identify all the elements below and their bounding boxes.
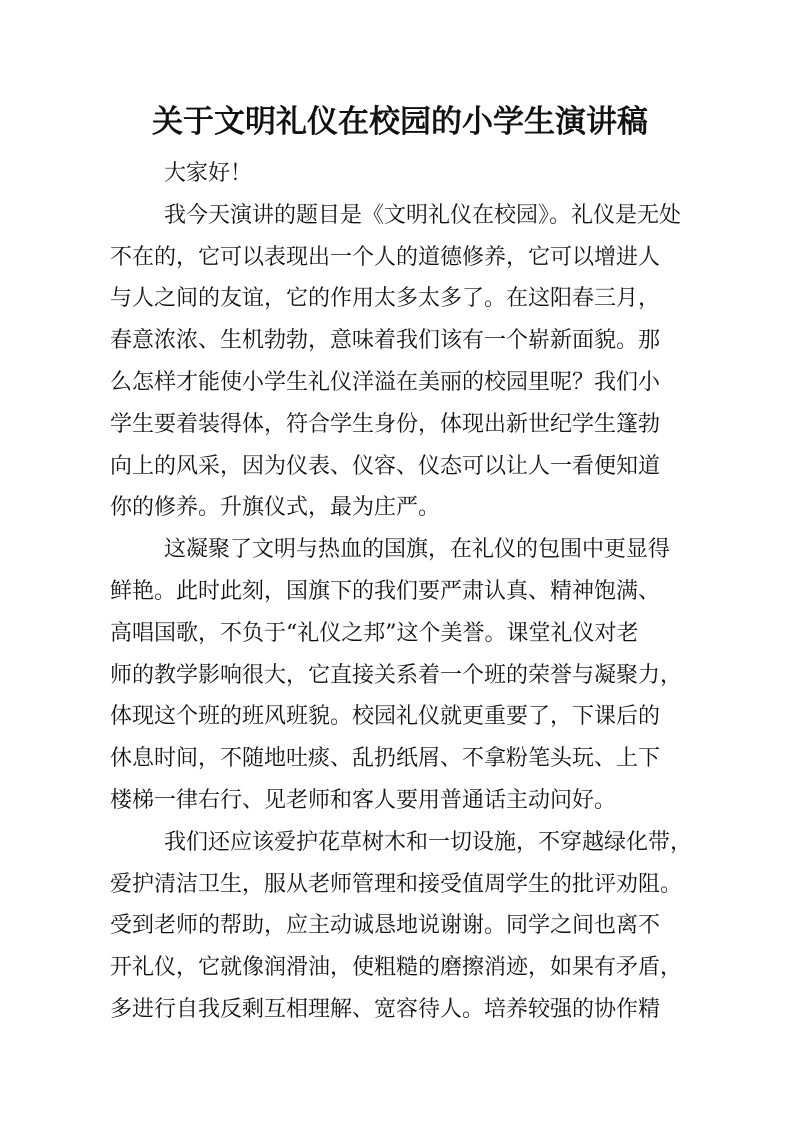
document-body <box>110 153 710 1031</box>
text-line: 你的修养。升旗仪式，最为庄严。 <box>110 495 441 521</box>
text-line: 受到老师的帮助，应主动诚恳地说谢谢。同学之间也离不 <box>110 913 661 939</box>
text-line: 我今天演讲的题目是《文明礼仪在校园》。礼仪是无处 <box>164 202 682 228</box>
text-line: 多进行自我反剩互相理解、宽容待人。培养较强的协作精 <box>110 996 661 1022</box>
text-line: 开礼仪，它就像润滑油，使粗糙的磨擦消迹，如果有矛盾， <box>110 955 683 981</box>
paragraph <box>110 153 710 195</box>
paragraph <box>110 822 710 1031</box>
text-line: 大家好！ <box>164 161 253 186</box>
text-line: 体现这个班的班风班貌。校园礼仪就更重要了，下课后的 <box>110 704 661 730</box>
text-line: 么怎样才能使小学生礼仪洋溢在美丽的校园里呢？我们小 <box>110 369 661 395</box>
text-line: 这凝聚了文明与热血的国旗，在礼仪的包围中更显得 <box>164 537 671 563</box>
text-line: 向上的风采，因为仪表、仪容、仪态可以让人一看便知道 <box>110 453 661 479</box>
text-line: 不在的，它可以表现出一个人的道德修养，它可以增进人 <box>110 244 661 270</box>
text-line: 学生要着装得体，符合学生身份，体现出新世纪学生篷勃 <box>110 411 661 437</box>
document-title: 关于文明礼仪在校园的小学生演讲稿 <box>152 104 648 140</box>
paragraph <box>110 195 710 529</box>
text-line: 休息时间，不随地吐痰、乱扔纸屑、不拿粉笔头玩、上下 <box>110 746 661 772</box>
text-line: 春意浓浓、生机勃勃，意味着我们该有一个崭新面貌。那 <box>110 328 661 354</box>
text-line: 楼梯一律右行、见老师和客人要用普通话主动问好。 <box>110 787 617 813</box>
text-line: 与人之间的友谊，它的作用太多太多了。在这阳春三月， <box>110 286 661 312</box>
paragraph <box>110 529 710 822</box>
text-line: 师的教学影响很大，它直接关系着一个班的荣誉与凝聚力， <box>110 662 683 688</box>
text-line: 鲜艳。此时此刻，国旗下的我们要严肃认真、精神饱满、 <box>110 578 661 604</box>
text-line: 高唱国歌，不负于“礼仪之邦”这个美誉。课堂礼仪对老 <box>110 620 639 646</box>
text-line: 爱护清洁卫生，服从老师管理和接受值周学生的批评劝阻。 <box>110 871 683 897</box>
text-line: 我们还应该爱护花草树木和一切设施，不穿越绿化带， <box>164 829 693 855</box>
